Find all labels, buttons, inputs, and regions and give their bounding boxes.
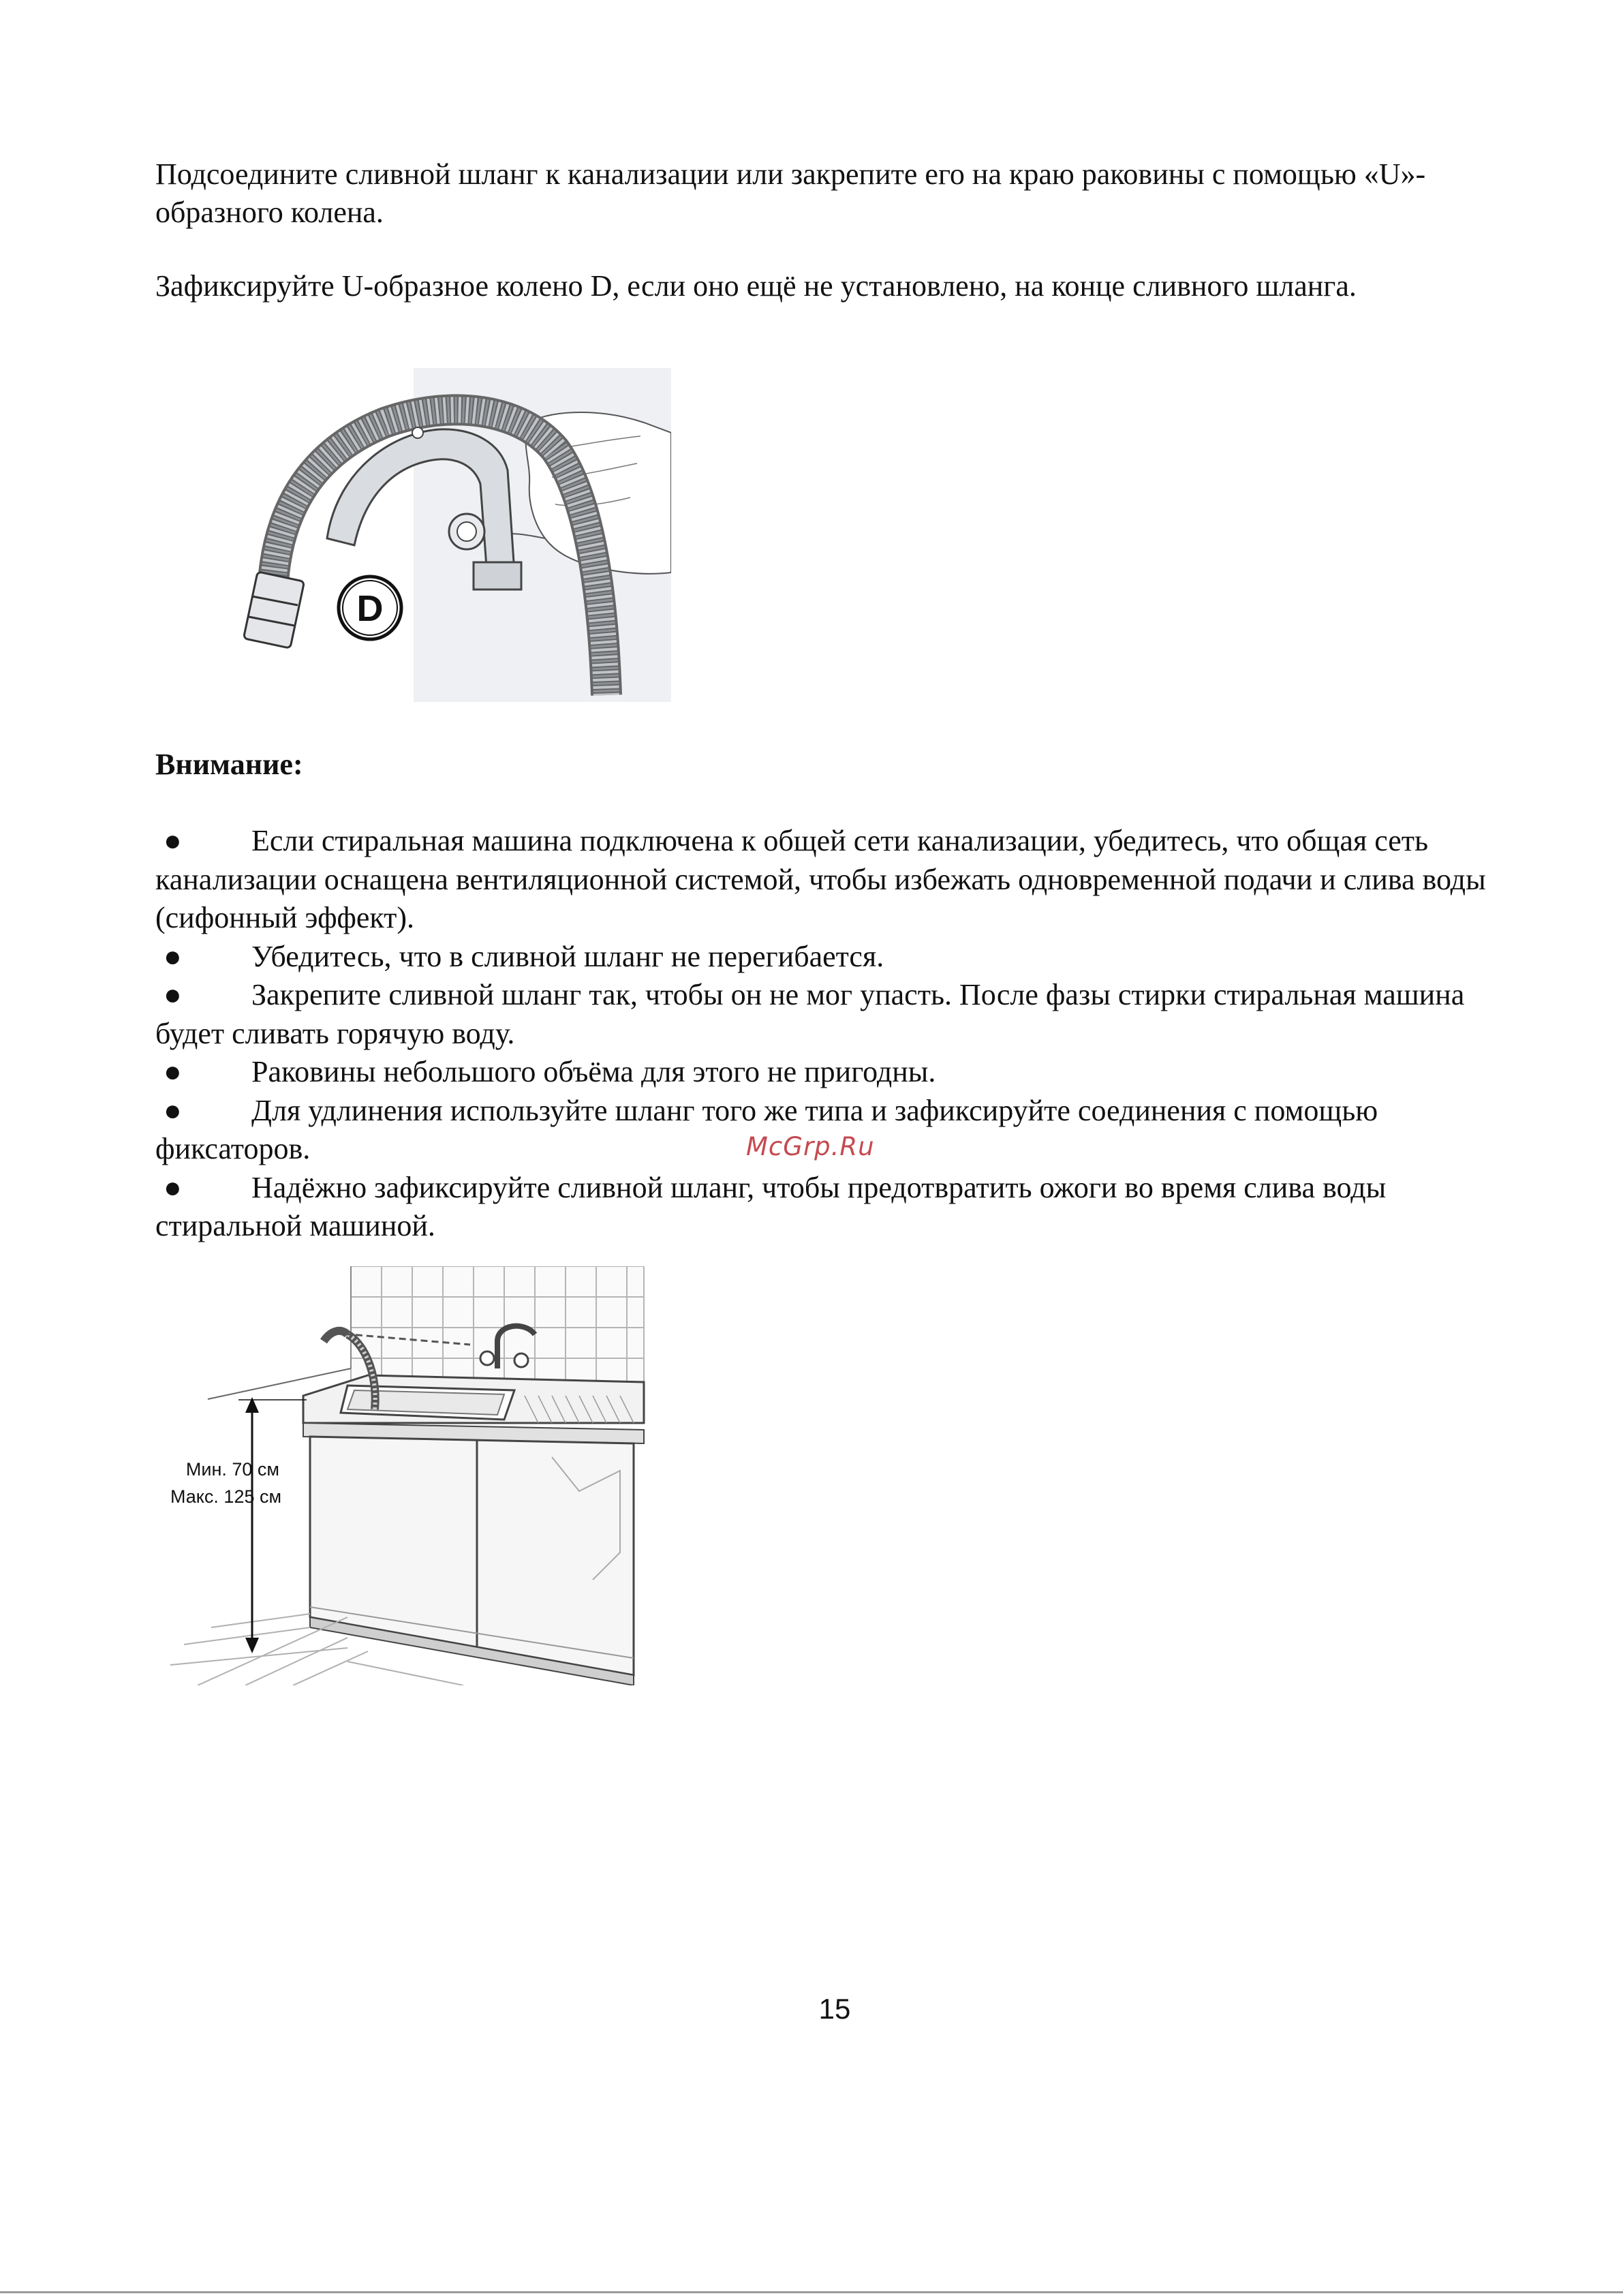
attention-item: ● Надёжно зафиксируйте сливной шланг, чтобы предотвратить ожоги во время слива воды стиральной машиной. [155, 1169, 1525, 1246]
u-bend-label-d: D [356, 588, 384, 629]
bullet-icon: ● [164, 939, 182, 973]
bullet-icon: ● [164, 824, 182, 857]
attention-heading: Внимание: [155, 748, 303, 781]
attention-item: ● Если стиральная машина подключена к общей сети канализации, убедитесь, что общая сеть канализации оснащена вентиляционной системой, чтобы избежать одновременной подачи и слива воды (сифонный эффект). [155, 822, 1525, 938]
hose-u-bend-figure [235, 368, 671, 702]
attention-item: ● Раковины небольшого объёма для этого не пригодны. [155, 1053, 1525, 1092]
watermark: McGrp.Ru [746, 1132, 875, 1161]
bullet-icon: ● [164, 978, 182, 1011]
hose-u-bend-illustration [235, 368, 671, 702]
page-number: 15 [818, 1993, 851, 2025]
attention-item: ● Закрепите сливной шланг так, чтобы он не мог упасть. После фазы стирки стиральная машина будет сливать горячую воду. [155, 976, 1525, 1053]
bullet-icon: ● [164, 1093, 182, 1127]
bullet-icon: ● [164, 1055, 182, 1088]
height-labels [170, 1456, 282, 1510]
max-height-label: Макс. 125 см [170, 1486, 282, 1507]
min-height-label: Мин. 70 см [185, 1459, 279, 1480]
page-bottom-rule [0, 2291, 1623, 2293]
intro-paragraph: Подсоедините сливной шланг к канализации или закрепите его на краю раковины с помощью «U»-образного колена. [155, 157, 1426, 229]
attention-item: ● Убедитесь, что в сливной шланг не перегибается. [155, 938, 1525, 977]
attention-list [155, 822, 1525, 1246]
sink-height-figure [143, 1266, 647, 1685]
attention-item: ● Для удлинения используйте шланг того же типа и зафиксируйте соединения с помощью фиксаторов. [155, 1092, 1525, 1169]
bullet-icon: ● [164, 1170, 182, 1204]
instruction-paragraph: Зафиксируйте U-образное колено D, если оно ещё не установлено, на конце сливного шланга. [155, 269, 1357, 303]
